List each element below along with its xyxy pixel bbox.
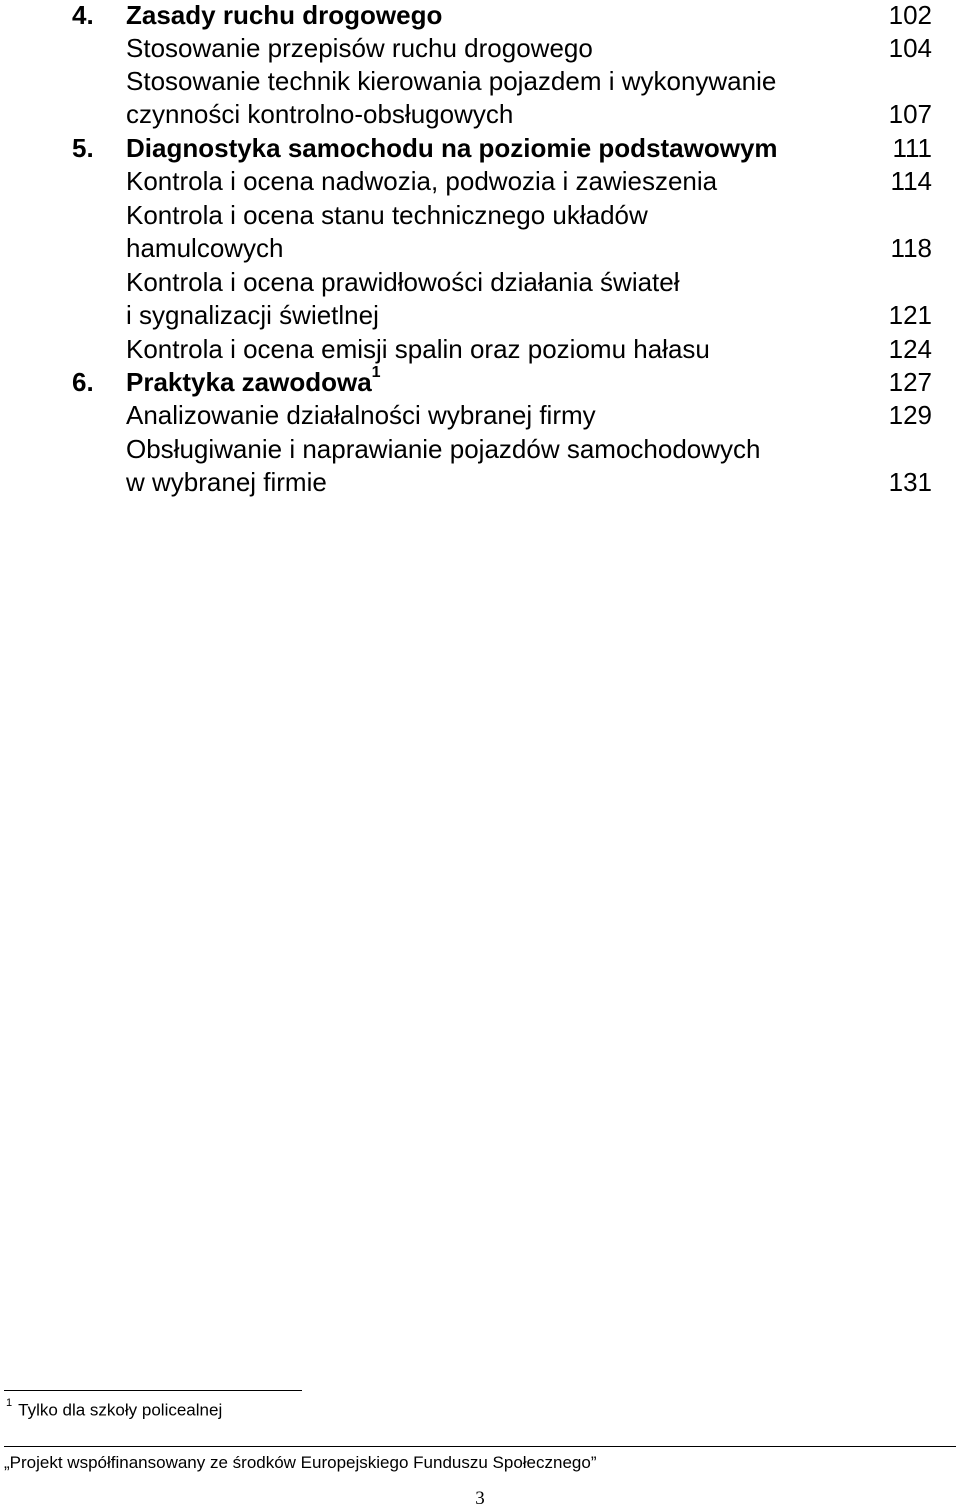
toc-entry-page: 129 [888, 400, 932, 430]
toc-entry [0, 267, 960, 301]
toc-entry-title: Zasady ruchu drogowego [126, 0, 443, 30]
toc-entry-title [126, 364, 381, 397]
toc-entry-title: i sygnalizacji świetlnej [126, 300, 379, 330]
footnote-text: Tylko dla szkoły policealnej [18, 1400, 223, 1420]
toc-entry-title: Stosowanie technik kierowania pojazdem i wykonywanie [126, 66, 777, 96]
toc-entry-section-5 [0, 133, 960, 167]
toc-entry-page: 118 [890, 233, 932, 263]
footnote-separator [4, 1390, 302, 1391]
toc-entry-title-text: Praktyka zawodowa [126, 367, 372, 397]
toc-entry-page: 104 [888, 33, 932, 63]
toc-entry-section-4 [0, 0, 960, 34]
footer-separator [4, 1446, 956, 1447]
toc-entry-title: Kontrola i ocena stanu technicznego układów [126, 200, 648, 230]
toc-entry [0, 400, 960, 434]
footnote [6, 1397, 223, 1421]
toc-entry [0, 233, 960, 267]
toc-entry-page: 121 [888, 300, 932, 330]
toc-entry-title: Kontrola i ocena nadwozia, podwozia i zawieszenia [126, 166, 718, 196]
toc-entry [0, 467, 960, 501]
toc-entry-page: 107 [888, 99, 932, 129]
toc-entry [0, 434, 960, 468]
toc-entry-page: 111 [892, 133, 932, 163]
toc-entry [0, 334, 960, 368]
toc-entry-title: Analizowanie działalności wybranej firmy [126, 400, 596, 430]
toc-entry-title: Kontrola i ocena emisji spalin oraz poziomu hałasu [126, 334, 710, 364]
toc-entry-page: 131 [888, 467, 932, 497]
toc-entry-number: 6. [72, 367, 94, 397]
toc-entry [0, 66, 960, 100]
toc-entry-title: w wybranej firmie [126, 467, 327, 497]
toc-entry [0, 33, 960, 67]
toc-entry-page: 127 [888, 367, 932, 397]
page-number: 3 [475, 1488, 485, 1509]
toc-entry [0, 200, 960, 234]
toc-entry-title: Kontrola i ocena prawidłowości działania świateł [126, 267, 680, 297]
toc-entry-number: 5. [72, 133, 94, 163]
toc-entry-title: Obsługiwanie i naprawianie pojazdów samochodowych [126, 434, 761, 464]
toc-entry-number: 4. [72, 0, 94, 30]
toc-entry-title: Diagnostyka samochodu na poziomie podstawowym [126, 133, 778, 163]
toc-entry [0, 166, 960, 200]
toc-entry-page: 102 [888, 0, 932, 30]
toc-entry-title: czynności kontrolno-obsługowych [126, 99, 514, 129]
footer-text: „Projekt współfinansowany ze środków Europejskiego Funduszu Społecznego” [4, 1453, 597, 1472]
toc-entry-title: hamulcowych [126, 233, 284, 263]
toc-entry-page: 114 [890, 166, 932, 196]
footnote-marker: 1 [6, 1397, 13, 1409]
toc-entry-section-6 [0, 364, 960, 401]
toc-entry [0, 300, 960, 334]
toc-entry [0, 99, 960, 133]
toc-entry-title: Stosowanie przepisów ruchu drogowego [126, 33, 593, 63]
footnote-reference: 1 [371, 364, 381, 382]
toc-entry-page: 124 [888, 334, 932, 364]
